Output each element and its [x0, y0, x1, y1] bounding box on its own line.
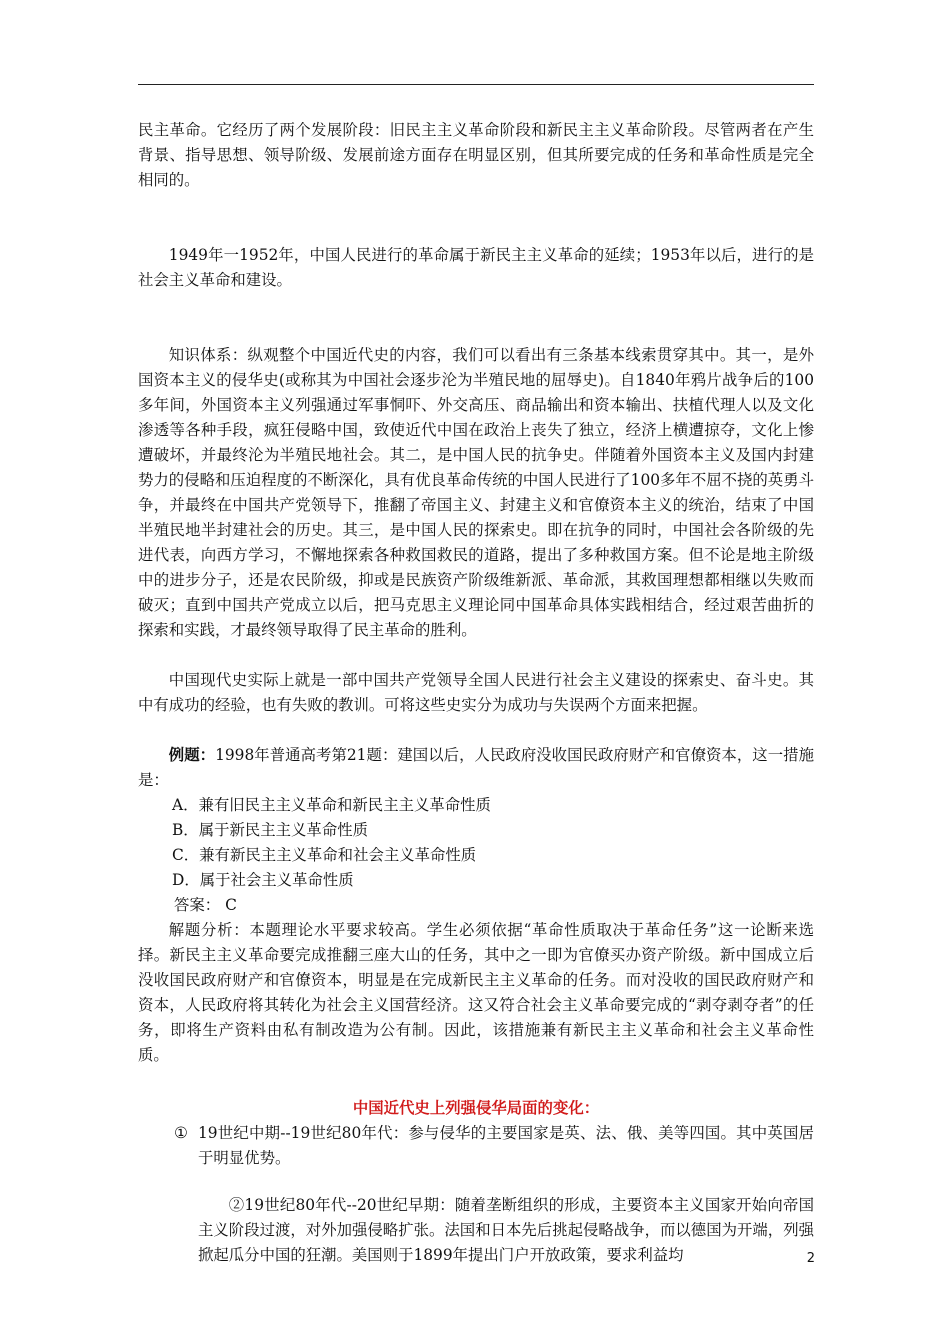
option-d: D．属于社会主义革命性质 — [172, 871, 354, 889]
document-body — [138, 118, 814, 1268]
list-item-1-number: ① — [174, 1124, 188, 1142]
list-item-2: ②19世纪80年代--20世纪早期：随着垄断组织的形成，主要资本主义国家开始向帝国主义阶段过渡，对外加强侵略扩张。法国和日本先后挑起侵略战争，而以德国为开端，列强掀起瓜分中国的狂潮。美国则于1899年提出门户开放政策，要求利益均 — [198, 1196, 814, 1264]
option-c: C．兼有新民主主义革命和社会主义革命性质 — [172, 846, 477, 864]
analysis-paragraph: 解题分析：本题理论水平要求较高。学生必须依据“革命性质取决于革命任务”这一论断来选择。新民主主义革命要完成推翻三座大山的任务，其中之一即为官僚买办资产阶级。新中国成立后没收国民政府财产和官僚资本，明显是在完成新民主主义革命的任务。而对没收的国民政府财产和资本，人民政府将其转化为社会主义国营经济。这又符合社会主义革命要完成的“剥夺剥夺者”的任务，即将生产资料由私有制改造为公有制。因此，该措施兼有新民主主义革命和社会主义革命性质。 — [138, 921, 814, 1064]
list-item-1 — [138, 1121, 814, 1171]
paragraph-knowledge-system: 知识体系：纵观整个中国近代史的内容，我们可以看出有三条基本线索贯穿其中。其一，是外国资本主义的侵华史(或称其为中国社会逐步沦为半殖民地的屈辱史)。自1840年鸦片战争后的100多年间，外国资本主义列强通过军事恫吓、外交高压、商品输出和资本输出、扶植代理人以及文化渗透等各种手段，疯狂侵略中国，致使近代中国在政治上丧失了独立，经济上横遭掠夺，文化上惨遭破坏，并最终沦为半殖民地社会。其二，是中国人民的抗争史。伴随着外国资本主义及国内封建势力的侵略和压迫程度的不断深化，具有优良革命传统的中国人民进行了100多年不屈不挠的英勇斗争，并最终在中国共产党领导下，推翻了帝国主义、封建主义和官僚资本主义的统治，结束了中国半殖民地半封建社会的历史。其三，是中国人民的探索史。即在抗争的同时，中国社会各阶级的先进代表，向西方学习，不懈地探索各种救国救民的道路，提出了多种救国方案。但不论是地主阶级中的进步分子，还是农民阶级，抑或是民族资产阶级维新派、革命派，其救国理想都相继以失败而破灭；直到中国共产党成立以后，把马克思主义理论同中国革命具体实践相结合，经过艰苦曲折的探索和实践，才最终领导取得了民主革命的胜利。 — [138, 346, 814, 639]
example-question-text: 1998年普通高考第21题：建国以后，人民政府没收国民政府财产和官僚资本，这一措施是： — [138, 746, 814, 789]
example-question — [138, 743, 814, 793]
example-label: 例题： — [168, 746, 216, 764]
section-title: 中国近代史上列强侵华局面的变化： — [352, 1099, 600, 1117]
paragraph-continuation: 民主革命。它经历了两个发展阶段：旧民主主义革命阶段和新民主主义革命阶段。尽管两者在产生背景、指导思想、领导阶级、发展前途方面存在明显区别，但其所要完成的任务和革命性质是完全相同的。 — [138, 121, 814, 189]
paragraph-modern-history: 中国现代史实际上就是一部中国共产党领导全国人民进行社会主义建设的探索史、奋斗史。其中有成功的经验，也有失败的教训。可将这些史实分为成功与失误两个方面来把握。 — [138, 671, 814, 714]
header-rule — [138, 84, 814, 85]
option-b: B．属于新民主主义革命性质 — [172, 821, 368, 839]
paragraph-1949-1952: 1949年一1952年，中国人民进行的革命属于新民主主义革命的延续；1953年以后，进行的是社会主义革命和建设。 — [138, 246, 814, 289]
page-number: 2 — [806, 1251, 815, 1266]
option-a: A．兼有旧民主主义革命和新民主主义革命性质 — [172, 796, 491, 814]
answer-line: 答案： C — [174, 896, 237, 914]
list-item-1-text: 19世纪中期--19世纪80年代：参与侵华的主要国家是英、法、俄、美等四国。其中英国居于明显优势。 — [198, 1124, 814, 1167]
